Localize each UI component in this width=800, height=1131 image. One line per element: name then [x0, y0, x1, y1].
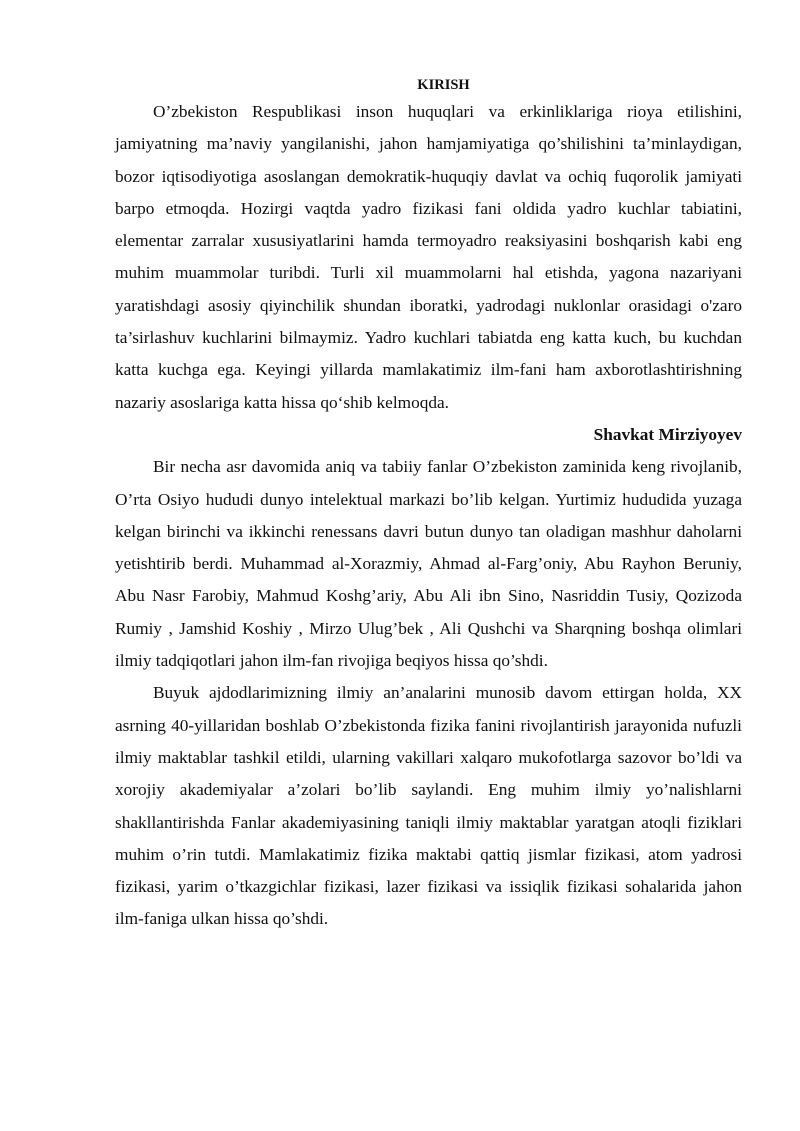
- paragraph-intro: O’zbekiston Respublikasi inson huquqlari va erkinliklariga rioya etilishini, jamiyatning ma’naviy yangilanishi, jahon hamjamiyatiga qo’shilishini ta’minlaydigan, bozor iqtisodiyotiga asoslangan demokratik-huquqiy davlat va ochiq fuqorolik jamiyati barpo etmoqda. Hozirgi vaqtda yadro fizikasi fani oldida yadro kuchlar tabiatini, elementar zarralar xususiyatlarini hamda termoyadro reaksiyasini boshqarish kabi eng muhim muammolar turibdi. Turli xil muammolarni hal etishda, yagona nazariyani yaratishdagi asosiy qiyinchilik shundan iboratki, yadrodagi nuklonlar orasidagi o'zaro ta’sirlashuv kuchlarini bilmaymiz. Yadro kuchlari tabiatda eng katta kuch, bu kuchdan katta kuchga ega. Keyingi yillarda mamlakatimiz ilm-fani ham axborotlashtirishning nazariy asoslariga katta hissa qo‘shib kelmoqda.: [115, 102, 742, 412]
- paragraph-history: Bir necha asr davomida aniq va tabiiy fanlar O’zbekiston zaminida keng rivojlanib, O’rta Osiyo hududi dunyo intelektual markazi bo’lib kelgan. Yurtimiz hududida yuzaga kelgan birinchi va ikkinchi renessans davri butun dunyo tan oladigan mashhur daholarni yetishtirib berdi. Muhammad al-Xorazmiy, Ahmad al-Farg’oniy, Abu Rayhon Beruniy, Abu Nasr Farobiy, Mahmud Koshg’ariy, Abu Ali ibn Sino, Nasriddin Tusiy, Qozizoda Rumiy , Jamshid Koshiy , Mirzo Ulug’bek , Ali Qushchi va Sharqning boshqa olimlari ilmiy tadqiqotlari jahon ilm-fan rivojiga beqiyos hissa qo’shdi.: [115, 457, 742, 671]
- document-page: [115, 74, 742, 936]
- paragraph-physics-schools: Buyuk ajdodlarimizning ilmiy an’analarini munosib davom ettirgan holda, XX asrning 40-yillaridan boshlab O’zbekistonda fizika fanini rivojlantirish jarayonida nufuzli ilmiy maktablar tashkil etildi, ularning vakillari xalqaro mukofotlarga sazovor bo’ldi va xorojiy akademiyalar a’zolari bo’lib saylandi. Eng muhim ilmiy yo’nalishlarni shakllantirishda Fanlar akademiyasining taniqli ilmiy maktablar yaratgan atoqli fiziklari muhim o’rin tutdi. Mamlakatimiz fizika maktabi qattiq jismlar fizikasi, atom yadrosi fizikasi, yarim o’tkazgichlar fizikasi, lazer fizikasi va issiqlik fizikasi sohalarida jahon ilm-faniga ulkan hissa qo’shdi.: [115, 683, 742, 929]
- quote-author: Shavkat Mirziyoyev: [593, 424, 742, 444]
- document-title: KIRISH: [417, 77, 470, 93]
